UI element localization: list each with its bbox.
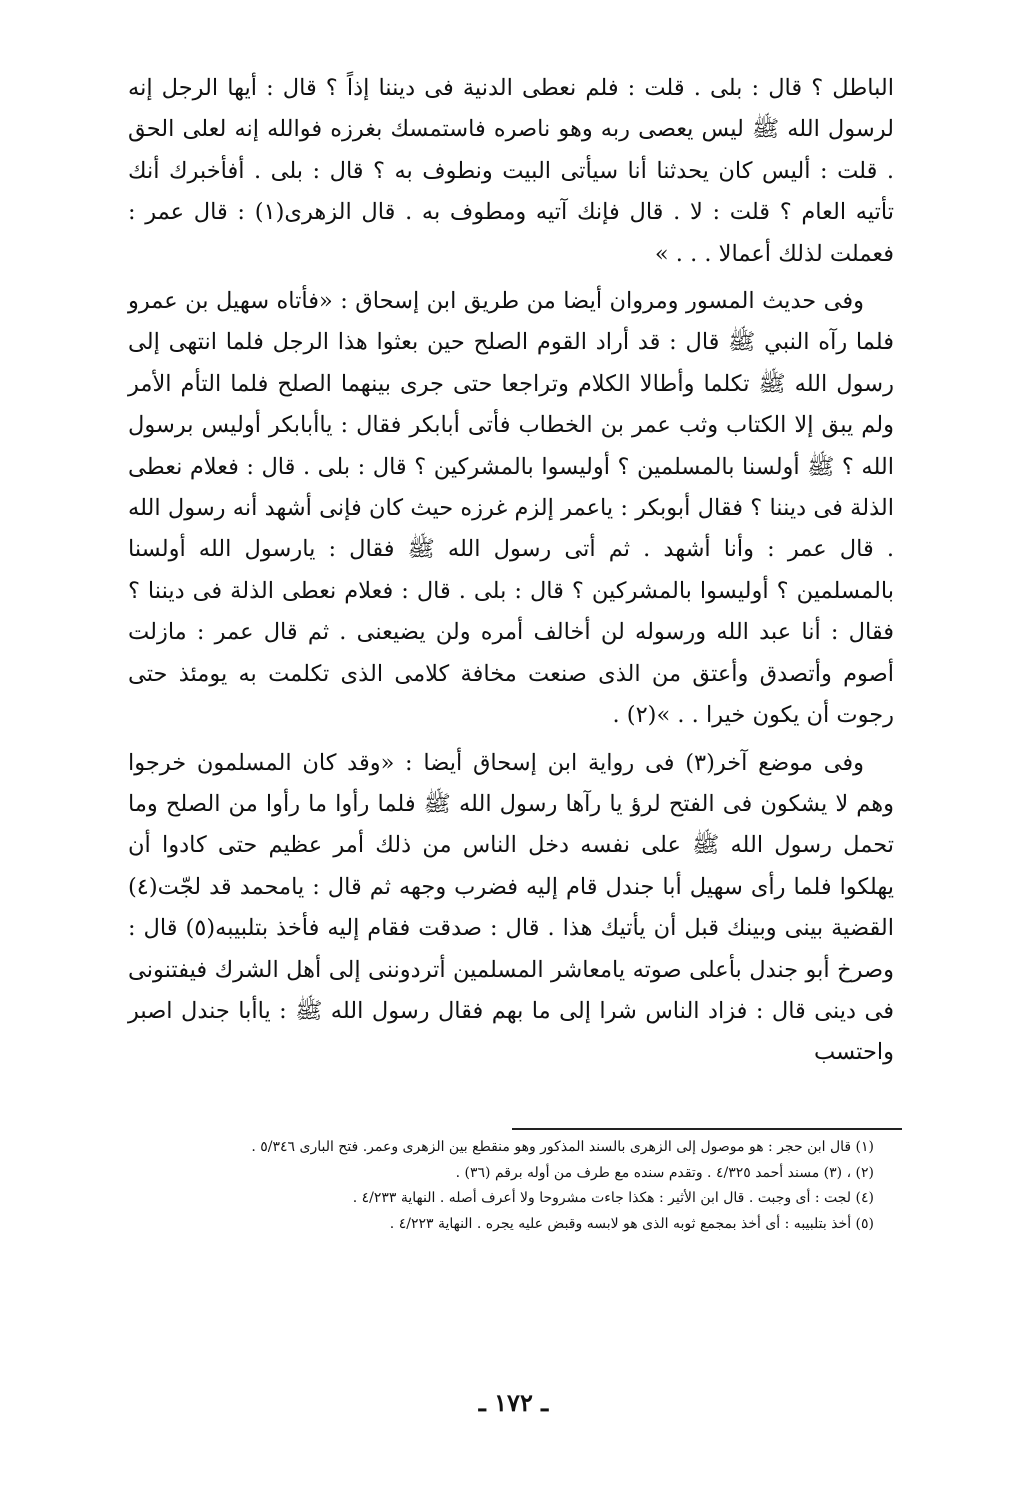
footnote-1: (١) قال ابن حجر : هو موصول إلى الزهرى بالسند المذكور وهو منقطع بين الزهرى وعمر. فتح البارى ٥/٣٤٦ . [251, 1139, 874, 1155]
main-text [128, 68, 894, 1074]
footnote-5: (٥) أخذ بتلبيبه : أى أخذ بمجمع ثوبه الذى هو لابسه وقبض عليه يجره . النهاية ٤/٢٢٣ . [389, 1215, 874, 1232]
footnote-2-3: (٢) ، (٣) مسند أحمد ٤/٣٢٥ . وتقدم سنده مع طرف من أوله برقم (٣٦) . [455, 1164, 874, 1181]
page-number: ـ ١٧٢ ـ [478, 1388, 549, 1417]
paragraph-2: وفى حديث المسور ومروان أيضا من طريق ابن إسحاق : «فأتاه سهيل بن عمرو فلما رآه النبي ﷺ قال : قد أراد القوم الصلح حين بعثوا هذا الرجل فلما انتهى إلى رسول الله ﷺ تكلما وأطالا الكلام وتراجعا حتى جرى بينهما الصلح فلما التأم الأمر ولم يبق إلا الكتاب وثب عمر بن الخطاب فأتى أبابكر فقال : ياأبابكر أوليس برسول الله ؟ ﷺ أولسنا بالمسلمين ؟ أوليسوا بالمشركين ؟ قال : بلى . قال : فعلام نعطى الذلة فى ديننا ؟ فقال أبوبكر : ياعمر إلزم غرزه حيث كان فإنى أشهد أنه رسول الله . قال عمر : وأنا أشهد . ثم أتى رسول الله ﷺ فقال : يارسول الله أولسنا بالمسلمين ؟ أوليسوا بالمشركين ؟ قال : بلى . قال : فعلام نعطى الذلة فى ديننا ؟ فقال : أنا عبد الله ورسوله لن أخالف أمره ولن يضيعنى . ثم قال عمر : مازلت أصوم وأتصدق وأعتق من الذى صنعت مخافة كلامى الذى تكلمت به يومئذ حتى رجوت أن يكون خيرا . . »(٢) . [128, 288, 894, 729]
paragraph-3: وفى موضع آخر(٣) فى رواية ابن إسحاق أيضا : «وقد كان المسلمون خرجوا وهم لا يشكون فى الفتح لرؤ يا رآها رسول الله ﷺ فلما رأوا ما رأوا من الصلح وما تحمل رسول الله ﷺ على نفسه دخل الناس من ذلك أمر عظيم حتى كادوا أن يهلكوا فلما رأى سهيل أبا جندل قام إليه فضرب وجهه ثم قال : يامحمد قد لجّت(٤) القضية بينى وبينك قبل أن يأتيك هذا . قال : صدقت فقام إليه فأخذ بتلبيبه(٥) قال : وصرخ أبو جندل بأعلى صوته يامعاشر المسلمين أتردوننى إلى أهل الشرك فيفتنونى فى دينى قال : فزاد الناس شرا إلى ما بهم فقال رسول الله ﷺ : ياأبا جندل اصبر واحتسب [128, 749, 894, 1066]
footnote-4: (٤) لجت : أى وجبت . قال ابن الأثير : هكذا جاءت مشروحا ولا أعرف أصله . النهاية ٤/٢٣٣ . [352, 1190, 874, 1206]
footnotes [128, 1135, 874, 1237]
paragraph-1: الباطل ؟ قال : بلى . قلت : فلم نعطى الدنية فى ديننا إذاً ؟ قال : أيها الرجل إنه لرسول الله ﷺ ليس يعصى ربه وهو ناصره فاستمسك بغرزه فوالله إنه لعلى الحق . قلت : أليس كان يحدثنا أنا سيأتى البيت ونطوف به ؟ قال : بلى . أفأخبرك أنك تأتيه العام ؟ قلت : لا . قال فإنك آتيه ومطوف به . قال الزهرى(١) : قال عمر : فعملت لذلك أعمالا . . . » [128, 75, 894, 267]
footnote-divider [512, 1128, 902, 1130]
